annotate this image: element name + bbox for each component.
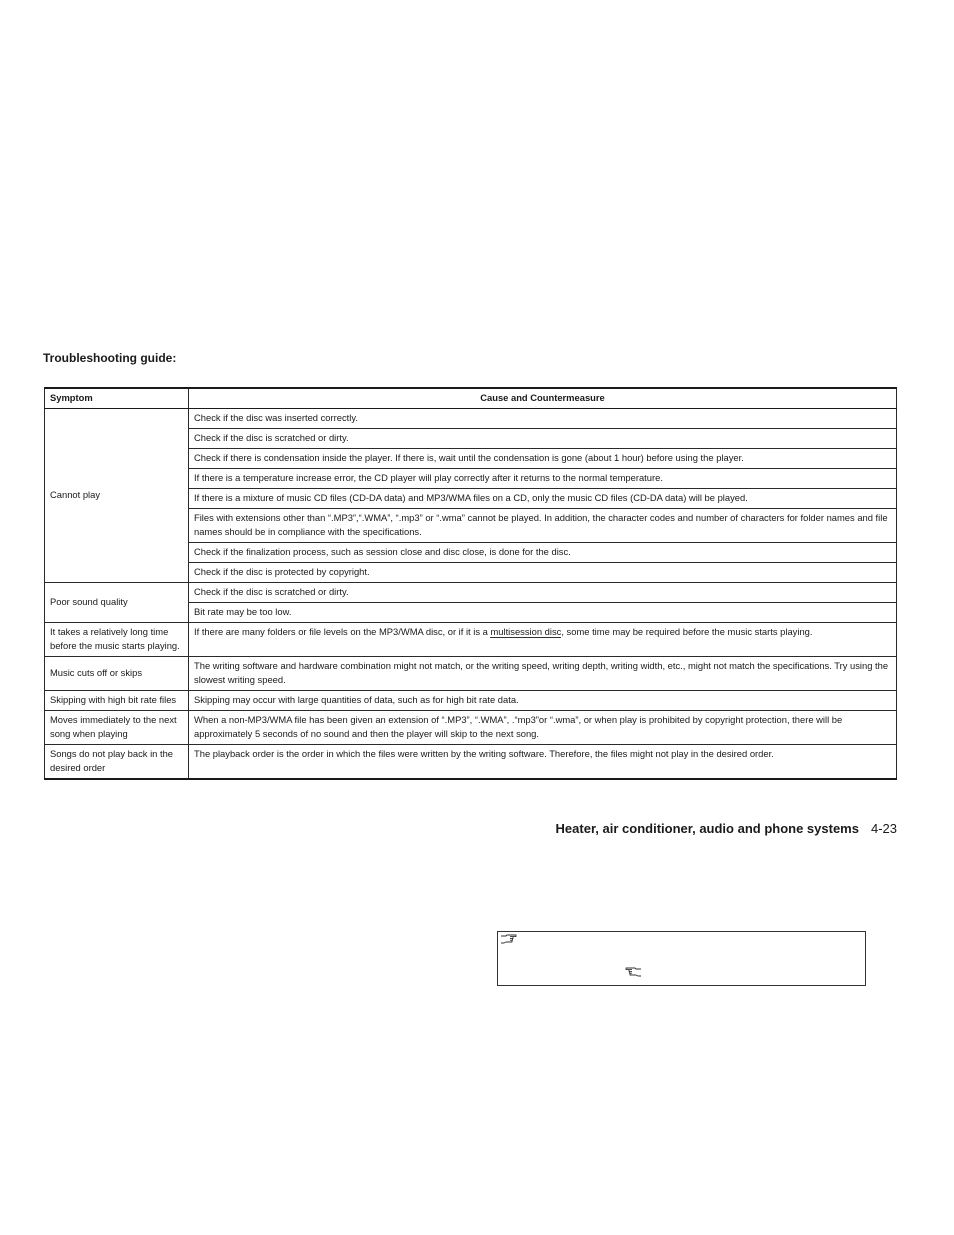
page-footer <box>556 821 897 836</box>
symptom-cell: Music cuts off or skips <box>45 657 189 691</box>
table-row <box>45 657 897 691</box>
cause-cell: Bit rate may be too low. <box>189 603 897 623</box>
symptom-cell: Songs do not play back in the desired order <box>45 745 189 780</box>
cause-cell: Check if the finalization process, such as session close and disc close, is done for the disc. <box>189 543 897 563</box>
table-row <box>45 745 897 780</box>
table-header-row <box>45 388 897 409</box>
symptom-cell: It takes a relatively long time before the music starts playing. <box>45 623 189 657</box>
symptom-cell: Moves immediately to the next song when playing <box>45 711 189 745</box>
table-row <box>45 711 897 745</box>
cause-text: , some time may be required before the music starts playing. <box>561 626 813 637</box>
note-box <box>497 931 866 986</box>
cause-cell: Skipping may occur with large quantities of data, such as for high bit rate data. <box>189 691 897 711</box>
troubleshooting-table <box>44 387 897 780</box>
cause-cell <box>189 623 897 657</box>
symptom-cell: Skipping with high bit rate files <box>45 691 189 711</box>
cause-cell: Check if the disc is protected by copyright. <box>189 563 897 583</box>
cause-column-header: Cause and Countermeasure <box>189 388 897 409</box>
cause-cell: When a non-MP3/WMA file has been given an extension of “.MP3”, “.WMA”, .“mp3”or “.wma”, or when play is prohibited by copyright protection, there will be approximately 5 seconds of no sound and then the player will skip to the next song. <box>189 711 897 745</box>
symptom-cell: Poor sound quality <box>45 583 189 623</box>
cause-text: If there are many folders or file levels on the MP3/WMA disc, or if it is a <box>194 626 491 637</box>
cause-cell: If there is a temperature increase error, the CD player will play correctly after it returns to the normal temperature. <box>189 469 897 489</box>
cause-cell: Check if the disc is scratched or dirty. <box>189 429 897 449</box>
table-row <box>45 623 897 657</box>
multisession-disc-link[interactable]: multisession disc <box>490 626 562 637</box>
table-row <box>45 691 897 711</box>
cause-cell: If there is a mixture of music CD files (CD-DA data) and MP3/WMA files on a CD, only the music CD files (CD-DA data) will be played. <box>189 489 897 509</box>
footer-section-title: Heater, air conditioner, audio and phone systems <box>555 821 859 836</box>
pointing-hand-icon <box>624 966 642 978</box>
cause-cell: Check if the disc is scratched or dirty. <box>189 583 897 603</box>
cause-cell: Check if there is condensation inside the player. If there is, wait until the condensation is gone (about 1 hour) before using the player. <box>189 449 897 469</box>
symptom-column-header: Symptom <box>45 388 189 409</box>
cause-cell: Check if the disc was inserted correctly. <box>189 409 897 429</box>
cause-cell: The playback order is the order in which the files were written by the writing software. Therefore, the files might not play in the desired order. <box>189 745 897 780</box>
cause-cell: Files with extensions other than “.MP3”,“.WMA”, “.mp3” or “.wma” cannot be played. In addition, the character codes and number of characters for folder names and file names should be in compliance with the specifications. <box>189 509 897 543</box>
section-heading: Troubleshooting guide: <box>43 351 177 365</box>
symptom-cell: Cannot play <box>45 409 189 583</box>
cause-cell: The writing software and hardware combination might not match, or the writing speed, writing depth, writing width, etc., might not match the specifications. Try using the slowest writing speed. <box>189 657 897 691</box>
table-row <box>45 409 897 429</box>
page-number: 4-23 <box>870 821 897 836</box>
table-row <box>45 583 897 603</box>
pointing-hand-icon <box>500 933 518 945</box>
